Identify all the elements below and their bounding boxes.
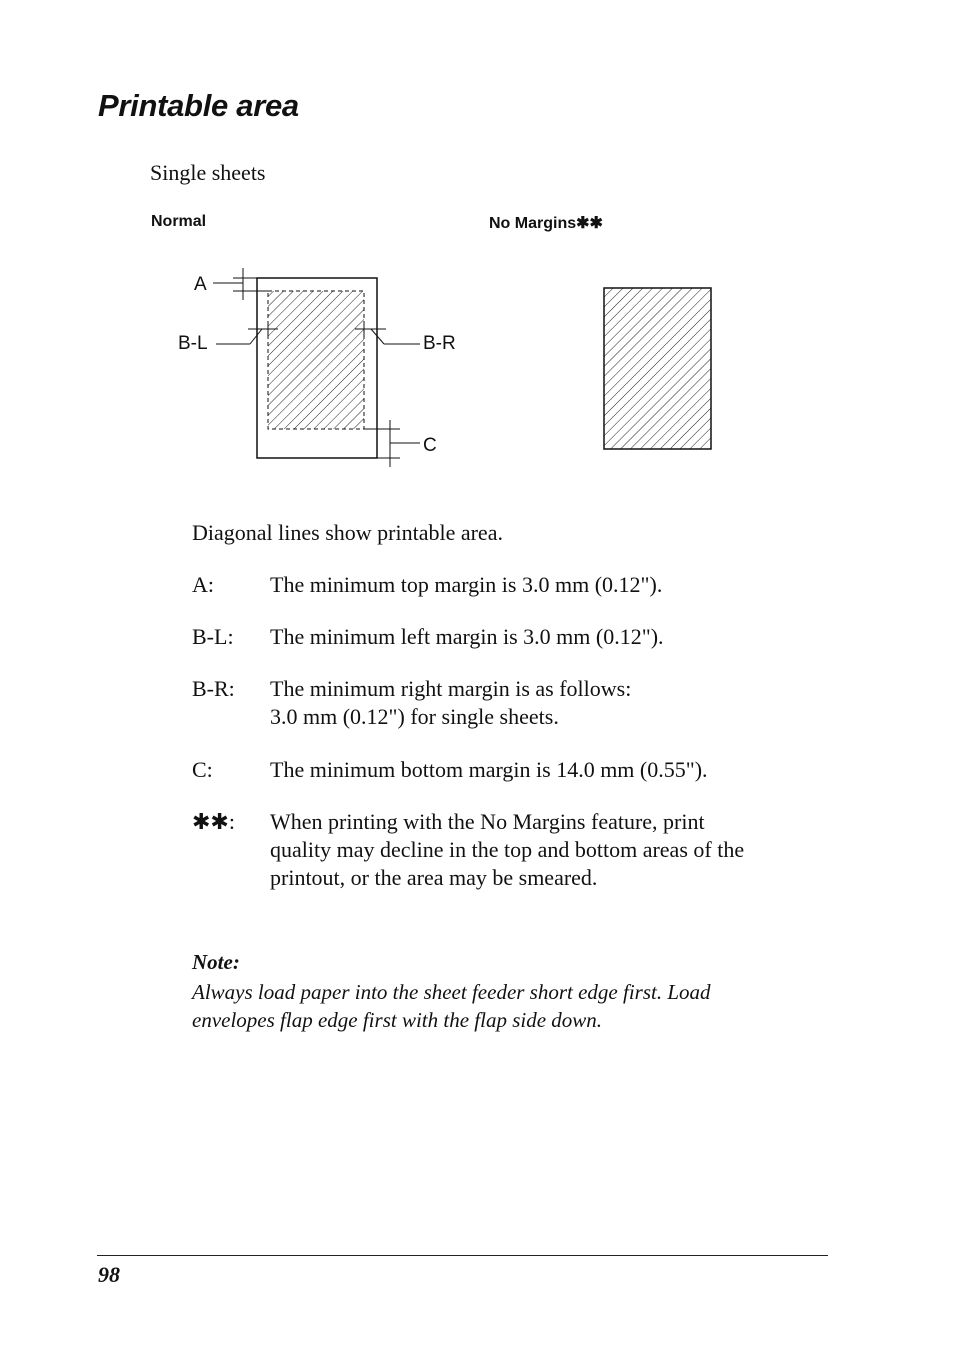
figure-label-normal: Normal [151,213,207,230]
footer-rule [97,1255,828,1256]
definition-desc-line: When printing with the No Margins feature, print [270,809,705,834]
callout-c: C [423,435,437,456]
page-number: 98 [98,1262,120,1287]
definition-c [192,756,832,784]
definition-br [192,675,832,731]
definition-term: ✱✱: [192,809,235,834]
callout-bl: B-L [178,333,208,354]
definition-term: C: [192,757,213,782]
intro-text: Diagonal lines show printable area. [192,520,503,545]
normal-sheet-outline [257,278,377,458]
no-margins-sheet-figure [604,288,711,449]
section-subheading: Single sheets [150,160,266,185]
definition-desc: The minimum top margin is 3.0 mm (0.12"). [270,572,663,597]
definition-desc-line: The minimum right margin is as follows: [270,676,632,701]
normal-sheet-figure [178,268,456,467]
callout-a: A [194,274,207,295]
definition-term: A: [192,572,214,597]
figure-label-no-margins: No Margins✱✱ [489,215,603,232]
page-title: Printable area [98,88,299,123]
note-title: Note: [192,950,240,974]
definition-desc [270,675,832,731]
definition-no-margins [192,808,832,892]
definition-desc-line: 3.0 mm (0.12") for single sheets. [270,704,559,729]
definition-term: B-L: [192,624,234,649]
definition-desc: The minimum left margin is 3.0 mm (0.12"). [270,624,664,649]
definition-desc-line: printout, or the area may be smeared. [270,865,598,890]
dimension-br [355,322,420,344]
normal-printable-area [268,291,364,429]
note-body [192,978,832,1034]
note-line: Always load paper into the sheet feeder short edge first. Load [192,980,711,1004]
definition-desc [270,808,832,892]
definition-term: B-R: [192,676,235,701]
definition-a [192,571,832,599]
no-margins-printable-area [604,288,711,449]
note-line: envelopes flap edge first with the flap side down. [192,1008,603,1032]
definition-bl [192,623,832,651]
dimension-c [364,420,420,467]
callout-br: B-R [423,333,456,354]
definition-desc-line: quality may decline in the top and bottom areas of the [270,837,745,862]
dimension-a [213,268,268,300]
definition-desc: The minimum bottom margin is 14.0 mm (0.55"). [270,757,708,782]
dimension-bl [216,322,278,344]
